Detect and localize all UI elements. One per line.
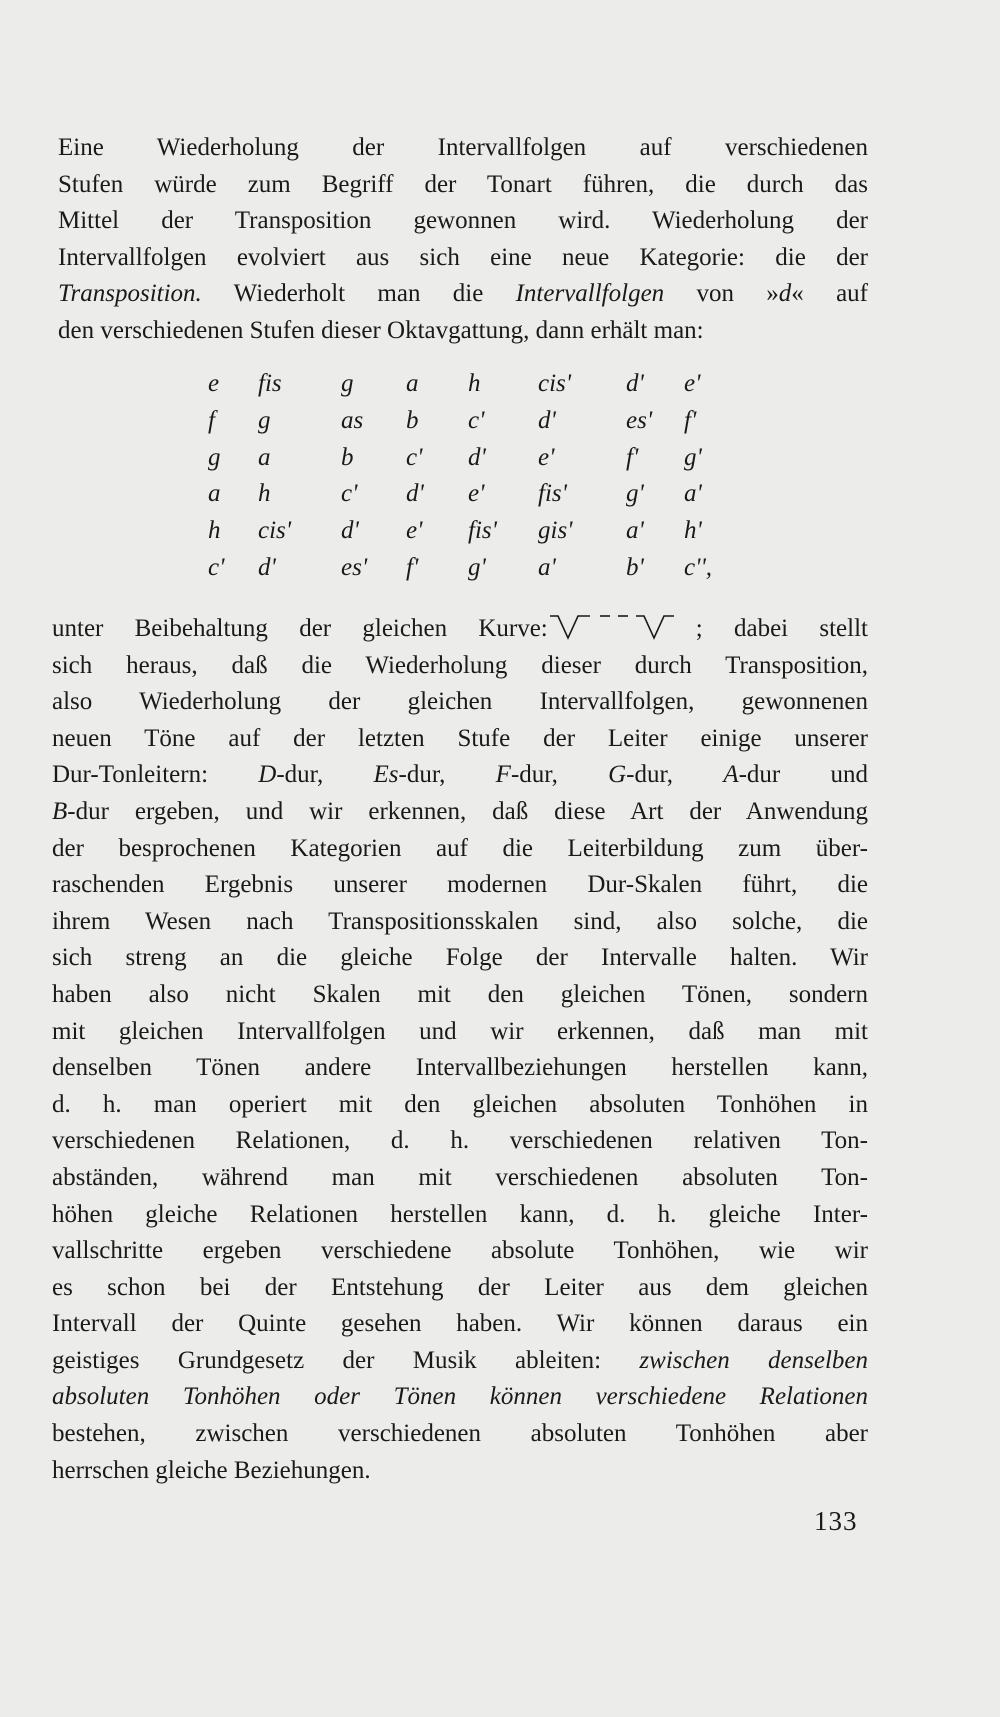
- note-cell: h: [468, 370, 481, 398]
- note-cell: c': [468, 407, 485, 435]
- note-cell: cis': [538, 370, 572, 398]
- note-cell: fis': [468, 517, 497, 545]
- text-line: verschiedenen Relationen, d. h. verschiedenen relativen Ton-: [52, 1127, 868, 1155]
- text-fragment: ; dabei stellt: [695, 615, 868, 642]
- text-fragment: unter Beibehaltung der gleichen Kurve:: [52, 615, 548, 642]
- text-line: den verschiedenen Stufen dieser Oktavgattung, dann erhält man:: [58, 316, 704, 344]
- note-cell: g: [341, 370, 354, 398]
- text-line: höhen gleiche Relationen herstellen kann, d. h. gleiche Inter-: [52, 1200, 868, 1228]
- text-fragment: -dur,: [626, 761, 724, 789]
- note-cell: fis: [258, 370, 282, 398]
- text-line: Intervallfolgen evolviert aus sich eine neue Kategorie: die der: [58, 243, 868, 271]
- text-fragment: -dur ergeben, und wir erkennen, daß diese Art der Anwendung: [67, 797, 868, 825]
- text-line: denselben Tönen andere Intervallbeziehungen herstellen kann,: [52, 1054, 868, 1082]
- note-cell: e': [684, 370, 701, 398]
- note-cell: d': [538, 407, 556, 435]
- note-cell: f': [684, 407, 697, 435]
- text-fragment: « auf: [791, 280, 869, 308]
- italic-term: Transposition.: [58, 280, 202, 308]
- text-line: herrschen gleiche Beziehungen.: [52, 1456, 371, 1484]
- text-fragment: -dur,: [398, 761, 496, 789]
- note-cell: d': [468, 443, 486, 471]
- key-letter: D: [258, 761, 277, 789]
- text-fragment: -dur,: [510, 761, 609, 789]
- note-cell: f': [406, 553, 419, 581]
- text-line: [52, 1343, 868, 1380]
- note-cell: h: [208, 517, 221, 545]
- interval-curve-icon: [548, 612, 696, 642]
- italic-law: absoluten Tonhöhen oder Tönen können verschiedene Relationen: [52, 1383, 868, 1411]
- note-cell: e: [208, 370, 220, 398]
- note-cell: fis': [538, 480, 567, 508]
- note-cell: a: [406, 370, 419, 398]
- text-fragment: von »: [664, 280, 779, 308]
- italic-term: d: [778, 280, 792, 308]
- text-line: neuen Töne auf der letzten Stufe der Leiter einige unserer: [52, 724, 868, 752]
- note-cell: e': [468, 480, 485, 508]
- text-line: raschenden Ergebnis unserer modernen Dur-Skalen führt, die: [52, 871, 868, 899]
- note-cell: c': [406, 443, 423, 471]
- note-cell: c': [341, 480, 358, 508]
- note-cell: f': [626, 443, 639, 471]
- italic-term: Intervallfolgen: [515, 280, 665, 308]
- note-cell: a': [538, 553, 556, 581]
- note-cell: gis': [538, 517, 573, 545]
- text-line: [52, 611, 868, 648]
- page-number: 133: [814, 1506, 858, 1536]
- note-cell: b': [626, 553, 644, 581]
- note-cell: as: [341, 407, 364, 435]
- text-line: [52, 757, 868, 794]
- note-cell: d': [626, 370, 644, 398]
- text-line: der besprochenen Kategorien auf die Leiterbildung zum über-: [52, 834, 868, 862]
- note-row: [208, 549, 724, 586]
- text-line: mit gleichen Intervallfolgen und wir erkennen, daß man mit: [52, 1017, 868, 1045]
- note-cell: g': [468, 553, 486, 581]
- text-fragment: -dur,: [276, 761, 374, 789]
- text-line: bestehen, zwischen verschiedenen absoluten Tonhöhen aber: [52, 1420, 868, 1448]
- text-line: Stufen würde zum Begriff der Tonart führen, die durch das: [58, 170, 868, 198]
- note-cell: e': [538, 443, 555, 471]
- text-line: d. h. man operiert mit den gleichen absoluten Tonhöhen in: [52, 1090, 868, 1118]
- note-cell: d': [341, 517, 359, 545]
- text-line: sich streng an die gleiche Folge der Intervalle halten. Wir: [52, 944, 868, 972]
- note-cell: g: [208, 443, 221, 471]
- note-cell: a: [258, 443, 271, 471]
- paragraph-main: [52, 611, 868, 1489]
- note-cell: a': [684, 480, 702, 508]
- note-cell: f: [208, 407, 215, 435]
- text-line: [52, 794, 868, 831]
- transposition-table: [208, 366, 724, 586]
- text-line: haben also nicht Skalen mit den gleichen Tönen, sondern: [52, 980, 868, 1008]
- note-cell: a: [208, 480, 221, 508]
- key-letter: Es: [373, 761, 399, 789]
- note-cell: g': [684, 443, 702, 471]
- text-line: sich heraus, daß die Wiederholung dieser durch Transposition,: [52, 651, 868, 679]
- text-line: ihrem Wesen nach Transpositionsskalen sind, also solche, die: [52, 907, 868, 935]
- note-cell: a': [626, 517, 644, 545]
- note-cell: es': [341, 553, 368, 581]
- text-line: also Wiederholung der gleichen Intervallfolgen, gewonnenen: [52, 688, 868, 716]
- key-letter: A: [723, 761, 739, 789]
- note-cell: g: [258, 407, 271, 435]
- text-fragment: Wiederholt man die: [201, 280, 516, 308]
- note-cell: es': [626, 407, 653, 435]
- text-line: [52, 1379, 868, 1416]
- note-cell: d': [406, 480, 424, 508]
- note-row: [208, 366, 724, 403]
- note-cell: g': [626, 480, 644, 508]
- note-cell: cis': [258, 517, 292, 545]
- text-line: es schon bei der Entstehung der Leiter aus dem gleichen: [52, 1273, 868, 1301]
- text-line: Mittel der Transposition gewonnen wird. Wiederholung der: [58, 207, 868, 235]
- note-row: [208, 439, 724, 476]
- note-cell: h': [684, 517, 702, 545]
- note-cell: d': [258, 553, 276, 581]
- note-cell: c': [208, 553, 225, 581]
- text-fragment: -dur und: [738, 761, 868, 789]
- text-line: vallschritte ergeben verschiedene absolute Tonhöhen, wie wir: [52, 1237, 868, 1265]
- text-line: abständen, während man mit verschiedenen absoluten Ton-: [52, 1163, 868, 1191]
- key-letter: B: [52, 797, 68, 825]
- note-row: [208, 513, 724, 550]
- text-fragment: Dur-Tonleitern:: [52, 761, 259, 789]
- note-row: [208, 403, 724, 440]
- key-letter: F: [495, 761, 511, 789]
- italic-law: zwischen denselben: [639, 1346, 868, 1374]
- text-line: [58, 276, 868, 313]
- note-cell: b: [341, 443, 354, 471]
- note-cell: b: [406, 407, 419, 435]
- note-cell: c'',: [684, 553, 713, 581]
- text-line: Intervall der Quinte gesehen haben. Wir können daraus ein: [52, 1310, 868, 1338]
- key-letter: G: [608, 761, 627, 789]
- text-fragment: geistiges Grundgesetz der Musik ableiten:: [52, 1346, 640, 1374]
- note-row: [208, 476, 724, 513]
- text-line: Eine Wiederholung der Intervallfolgen auf verschiedenen: [58, 134, 868, 161]
- paragraph-intro: [58, 130, 868, 350]
- note-cell: e': [406, 517, 423, 545]
- note-cell: h: [258, 480, 271, 508]
